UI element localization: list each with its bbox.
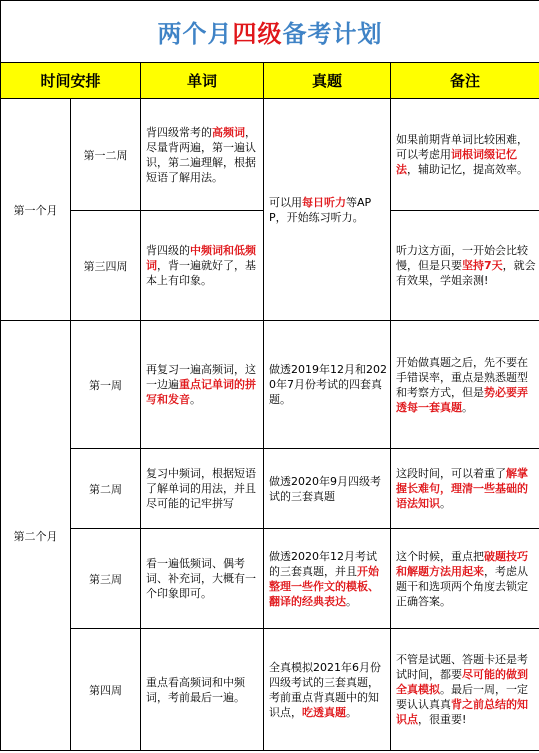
body-text: 可以用 bbox=[269, 195, 302, 209]
table-row bbox=[1, 99, 539, 211]
note-cell bbox=[391, 449, 539, 529]
highlight-text: 中频词和低频词 bbox=[146, 244, 256, 272]
note-cell bbox=[391, 321, 539, 449]
body-text: 。 bbox=[346, 705, 357, 719]
title-pre: 两个月 bbox=[157, 20, 233, 48]
exam-cell bbox=[264, 529, 391, 629]
exam-cell bbox=[264, 99, 391, 321]
table-row bbox=[1, 629, 539, 751]
exam-cell bbox=[264, 321, 391, 449]
vocab-cell bbox=[141, 211, 264, 321]
month-label: 第二个月 bbox=[1, 321, 71, 751]
highlight-text: 开始整理一些作文的模板、翻译的经典表达 bbox=[269, 564, 379, 608]
week-label: 第三周 bbox=[71, 529, 141, 629]
vocab-cell bbox=[141, 529, 264, 629]
vocab-cell bbox=[141, 99, 264, 211]
highlight-text: 每日听力 bbox=[302, 195, 346, 209]
week-label: 第一周 bbox=[71, 321, 141, 449]
highlight-text: 重点记单词的拼写和发音 bbox=[146, 378, 256, 406]
highlight-text: 词根词缀记忆法 bbox=[396, 148, 517, 176]
body-text: 。 bbox=[462, 400, 473, 414]
week-label: 第四周 bbox=[71, 629, 141, 751]
body-text: 背四级常考的 bbox=[146, 125, 212, 139]
body-text: 等APP，开始练习听力。 bbox=[269, 195, 372, 224]
highlight-text: 高频词 bbox=[212, 125, 245, 139]
body-text: 听力这方面，一开始会比较慢，但是只要 bbox=[396, 244, 528, 272]
header-schedule: 时间安排 bbox=[1, 63, 141, 99]
highlight-text: 尽可能的做到全真模拟 bbox=[396, 668, 528, 696]
body-text: ，就会有效果，学姐亲测! bbox=[396, 259, 536, 287]
plan-title bbox=[1, 1, 539, 63]
month-label: 第一个月 bbox=[1, 99, 71, 321]
body-text: 。 bbox=[440, 497, 451, 510]
highlight-text: 背之前总结的知识点 bbox=[396, 698, 528, 726]
body-text: 看一遍低频词、偶考词、补充词，大概有一个印象即可。 bbox=[146, 557, 256, 600]
body-text: 。 bbox=[346, 594, 357, 608]
body-text: 全真模拟2021年6月份四级考试的三套真题，考前重点背真题中的知识点， bbox=[269, 660, 381, 719]
body-text: 重点看高频词和中频词，考前最后一遍。 bbox=[146, 675, 245, 704]
vocab-cell bbox=[141, 629, 264, 751]
week-label: 第二周 bbox=[71, 449, 141, 529]
vocab-cell bbox=[141, 449, 264, 529]
exam-cell bbox=[264, 629, 391, 751]
week-label: 第三四周 bbox=[71, 211, 141, 321]
table-row bbox=[1, 529, 539, 629]
header-vocab: 单词 bbox=[141, 63, 264, 99]
body-text: 这段时间，可以着重了 bbox=[396, 467, 506, 480]
vocab-cell bbox=[141, 321, 264, 449]
body-text: ，辅助记忆，提高效率。 bbox=[407, 163, 528, 176]
body-text: ，尽量背两遍，第一遍认识，第二遍理解，根据短语了解用法。 bbox=[146, 125, 256, 184]
body-text: ，背一遍就好了，基本上有印象。 bbox=[146, 259, 256, 287]
body-text: 做透2020年9月四级考试的三套真题 bbox=[269, 474, 381, 503]
highlight-text: 势必要弄透每一套真题 bbox=[396, 385, 528, 414]
note-cell bbox=[391, 529, 539, 629]
table-row bbox=[1, 321, 539, 449]
header-notes: 备注 bbox=[391, 63, 539, 99]
exam-cell bbox=[264, 449, 391, 529]
body-text: ，很重要! bbox=[418, 713, 467, 726]
highlight-text: 坚持7天 bbox=[462, 259, 503, 272]
body-text: 。最后一周，一定要认认真真 bbox=[396, 683, 528, 711]
body-text: ，考虑从题干和选项两个角度去锁定正确答案。 bbox=[396, 564, 528, 608]
week-label: 第一二周 bbox=[71, 99, 141, 211]
header-exam: 真题 bbox=[264, 63, 391, 99]
body-text: 这个时候，重点把 bbox=[396, 549, 484, 563]
body-text: 复习中频词，根据短语了解单词的用法，并且尽可能的记牢拼写 bbox=[146, 467, 256, 510]
highlight-text: 破题技巧和解题方法用起来 bbox=[396, 549, 528, 578]
note-cell bbox=[391, 99, 539, 211]
body-text: 。 bbox=[190, 393, 201, 406]
highlight-text: 吃透真题 bbox=[302, 705, 346, 719]
body-text: 做透2019年12月和2020年7月份考试的四套真题。 bbox=[269, 363, 387, 406]
body-text: 背四级的 bbox=[146, 244, 190, 257]
title-post: 备考计划 bbox=[282, 20, 383, 48]
highlight-text: 解掌握长难句，理清一些基础的语法知识 bbox=[396, 467, 528, 510]
title-highlight: 四级 bbox=[232, 20, 283, 48]
body-text: 如果前期背单词比较困难，可以考虑用 bbox=[396, 133, 528, 161]
body-text: 不管是试题、答题卡还是考试时间，都要 bbox=[396, 653, 528, 681]
note-cell bbox=[391, 211, 539, 321]
note-cell bbox=[391, 629, 539, 751]
body-text: 开始做真题之后，先不要在手错误率，重点是熟悉题型和考察方式，但是 bbox=[396, 355, 528, 399]
body-text: 再复习一遍高频词，这一边遍 bbox=[146, 363, 256, 391]
table-row bbox=[1, 449, 539, 529]
body-text: 做透2020年12月考试的三套真题，并且 bbox=[269, 549, 377, 578]
